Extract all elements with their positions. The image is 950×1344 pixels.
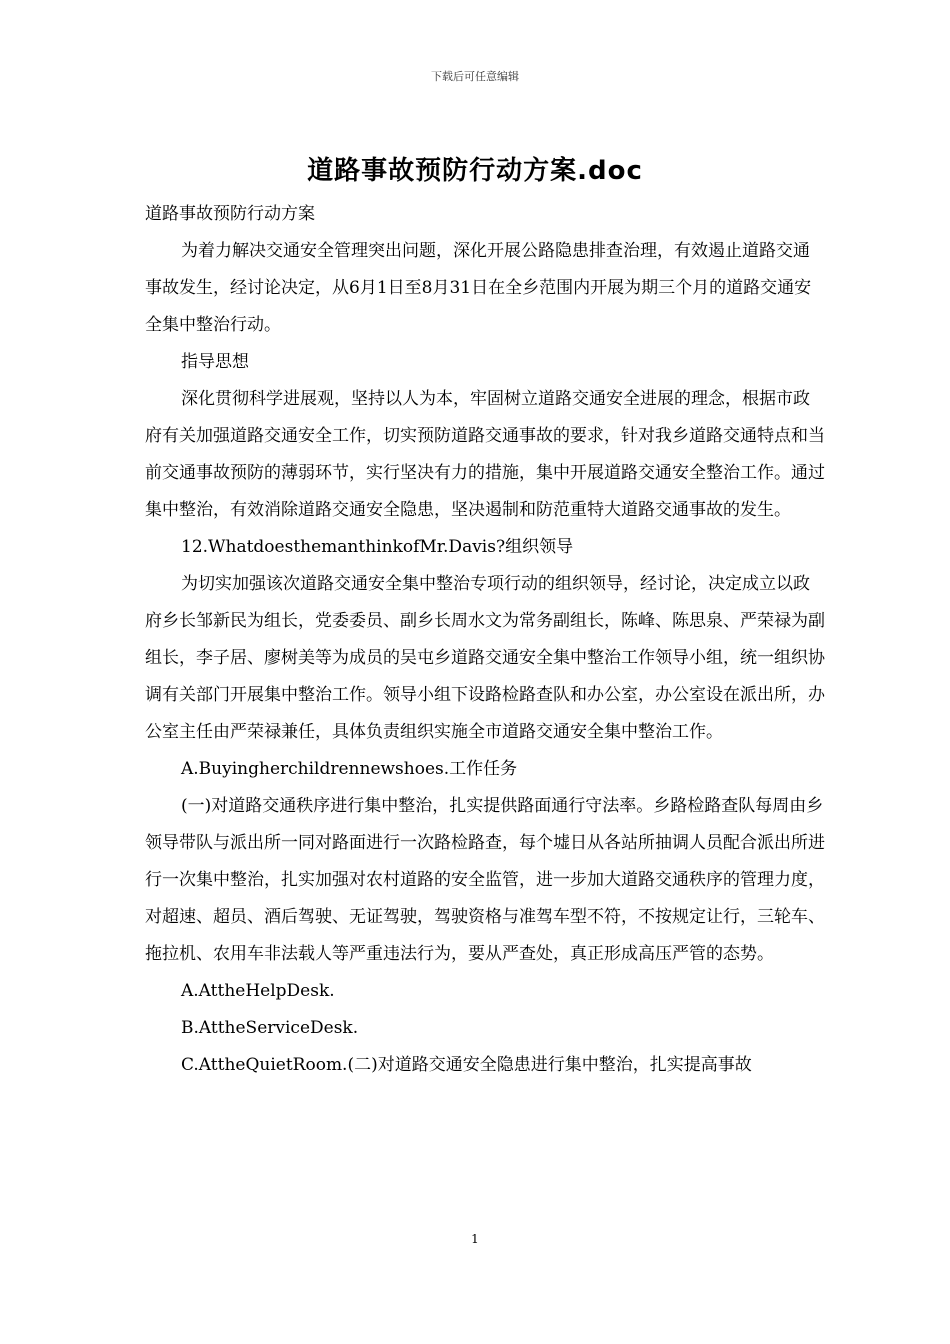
section-heading-guidance: 指导思想 bbox=[181, 352, 249, 372]
option-c: C.AttheQuietRoom.(二)对道路交通安全隐患进行集中整治，扎实提高事故 bbox=[181, 1055, 752, 1075]
section-heading-tasks: A.Buyingherchildrennewshoes.工作任务 bbox=[181, 759, 518, 779]
paragraph-task-one: (一)对道路交通秩序进行集中整治，扎实提供路面通行守法率。乡路检路查队每周由乡领导带队与派出所一同对路面进行一次路检路查，每个墟日从各站所抽调人员配合派出所进行一次集中整治，扎实加强对农村道路的安全监管，进一步加大道路交通秩序的管理力度，对超速、超员、酒后驾驶、无证驾驶，驾驶资格与准驾车型不符，不按规定让行，三轮车、拖拉机、农用车非法载人等严重违法行为，要从严查处，真正形成高压严管的态势。 bbox=[145, 796, 825, 964]
header-note: 下载后可任意编辑 bbox=[431, 70, 519, 83]
paragraph-subtitle: 道路事故预防行动方案 bbox=[145, 204, 315, 224]
section-heading-leadership: 12.WhatdoesthemanthinkofMr.Davis?组织领导 bbox=[181, 537, 574, 557]
document-body bbox=[145, 196, 825, 1084]
paragraph-intro: 为着力解决交通安全管理突出问题，深化开展公路隐患排查治理，有效遏止道路交通事故发生，经讨论决定，从6月1日至8月31日在全乡范围内开展为期三个月的道路交通安全集中整治行动。 bbox=[145, 241, 812, 335]
paragraph-guidance: 深化贯彻科学进展观，坚持以人为本，牢固树立道路交通安全进展的理念，根据市政府有关加强道路交通安全工作，切实预防道路交通事故的要求，针对我乡道路交通特点和当前交通事故预防的薄弱环节，实行坚决有力的措施，集中开展道路交通安全整治工作。通过集中整治，有效消除道路交通安全隐患，坚决遏制和防范重特大道路交通事故的发生。 bbox=[145, 389, 825, 520]
page-number: 1 bbox=[471, 1232, 479, 1246]
option-b: B.AttheServiceDesk. bbox=[181, 1018, 359, 1038]
option-a: A.AttheHelpDesk. bbox=[181, 981, 335, 1001]
document-title: 道路事故预防行动方案.doc bbox=[307, 156, 643, 186]
paragraph-leadership: 为切实加强该次道路交通安全集中整治专项行动的组织领导，经讨论，决定成立以政府乡长邹新民为组长，党委委员、副乡长周水文为常务副组长，陈峰、陈思泉、严荣禄为副组长，李子居、廖树美等为成员的吴屯乡道路交通安全集中整治工作领导小组，统一组织协调有关部门开展集中整治工作。领导小组下设路检路查队和办公室，办公室设在派出所，办公室主任由严荣禄兼任，具体负责组织实施全市道路交通安全集中整治工作。 bbox=[145, 574, 825, 742]
